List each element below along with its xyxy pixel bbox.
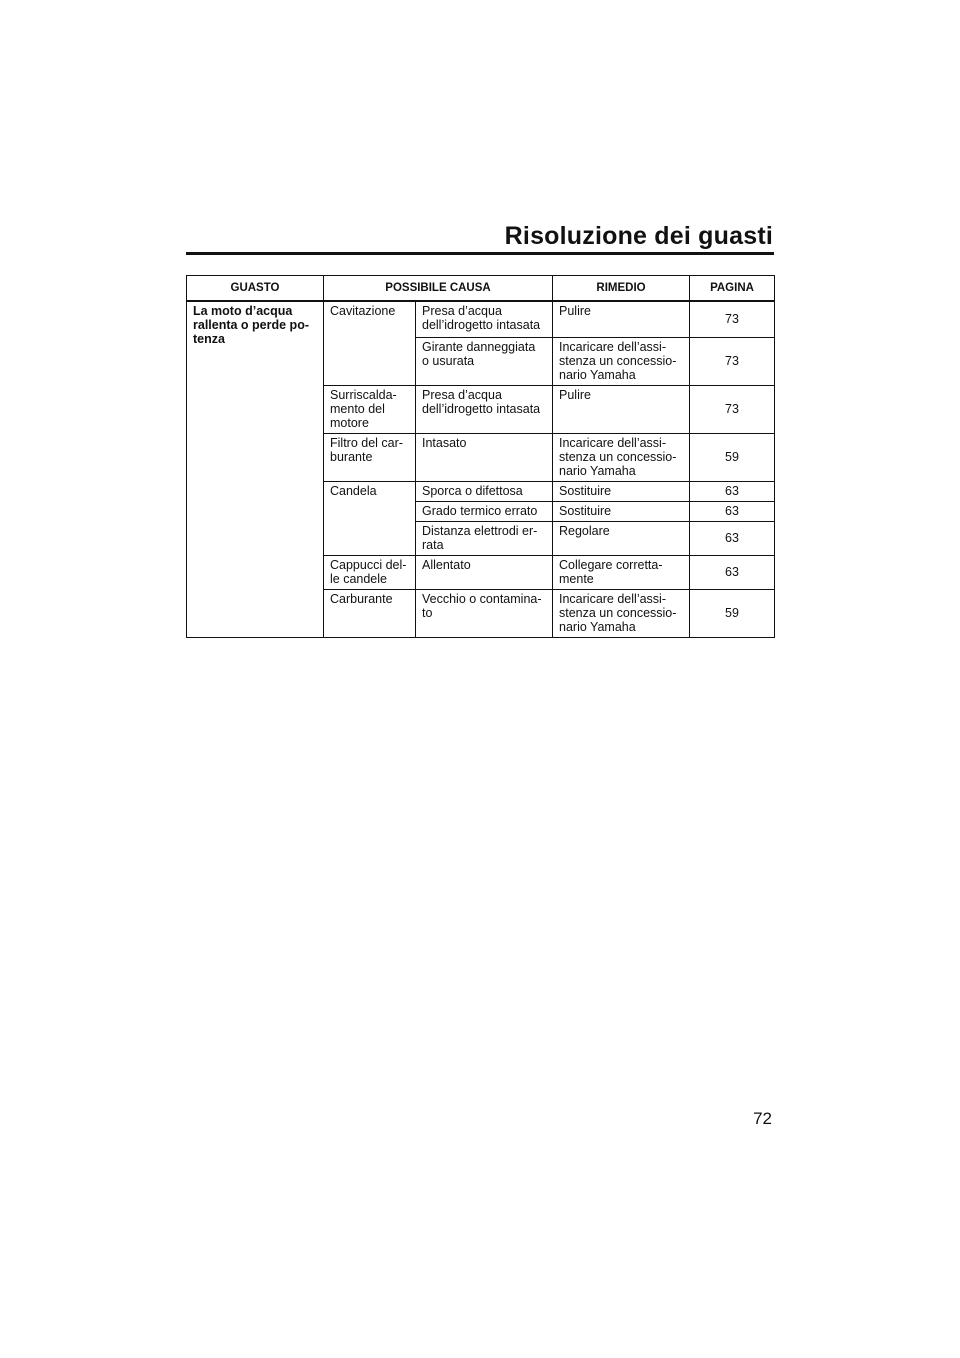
table-body bbox=[187, 301, 775, 637]
remedy-cell: Pulire bbox=[553, 301, 690, 337]
page-ref-cell: 73 bbox=[690, 301, 775, 337]
page-ref-cell: 73 bbox=[690, 385, 775, 433]
page-ref-cell: 59 bbox=[690, 433, 775, 481]
header-page: PAGINA bbox=[690, 276, 775, 302]
header-remedy: RIMEDIO bbox=[553, 276, 690, 302]
cause-cell: Cappucci del- le candele bbox=[324, 555, 416, 589]
cause-cell: Candela bbox=[324, 481, 416, 555]
page-ref-cell: 59 bbox=[690, 589, 775, 637]
page-title: Risoluzione dei guasti bbox=[504, 222, 773, 250]
remedy-cell: Incaricare dell’assi- stenza un concessio- nario Yamaha bbox=[553, 337, 690, 385]
page-ref-cell: 73 bbox=[690, 337, 775, 385]
detail-cell: Presa d’acqua dell’idrogetto intasata bbox=[416, 301, 553, 337]
detail-cell: Grado termico errato bbox=[416, 501, 553, 521]
header-fault: GUASTO bbox=[187, 276, 324, 302]
detail-cell: Presa d’acqua dell’idrogetto intasata bbox=[416, 385, 553, 433]
page-ref-cell: 63 bbox=[690, 521, 775, 555]
detail-cell: Distanza elettrodi er- rata bbox=[416, 521, 553, 555]
page-ref-cell: 63 bbox=[690, 501, 775, 521]
page-number: 72 bbox=[753, 1109, 772, 1128]
detail-cell: Intasato bbox=[416, 433, 553, 481]
detail-cell: Sporca o difettosa bbox=[416, 481, 553, 501]
cause-cell: Filtro del car- burante bbox=[324, 433, 416, 481]
page-ref-cell: 63 bbox=[690, 555, 775, 589]
page-ref-cell: 63 bbox=[690, 481, 775, 501]
header-cause: POSSIBILE CAUSA bbox=[324, 276, 553, 302]
table-header-row bbox=[187, 276, 775, 302]
table-row bbox=[187, 301, 775, 337]
cause-cell: Carburante bbox=[324, 589, 416, 637]
remedy-cell: Incaricare dell’assi- stenza un concessio- nario Yamaha bbox=[553, 433, 690, 481]
cause-cell: Surriscalda- mento del motore bbox=[324, 385, 416, 433]
troubleshooting-table bbox=[186, 275, 775, 638]
remedy-cell: Sostituire bbox=[553, 481, 690, 501]
detail-cell: Vecchio o contamina- to bbox=[416, 589, 553, 637]
remedy-cell: Sostituire bbox=[553, 501, 690, 521]
fault-cell: La moto d’acqua rallenta o perde po- tenza bbox=[187, 301, 324, 637]
detail-cell: Allentato bbox=[416, 555, 553, 589]
title-rule bbox=[186, 252, 774, 255]
remedy-cell: Regolare bbox=[553, 521, 690, 555]
remedy-cell: Pulire bbox=[553, 385, 690, 433]
cause-cell: Cavitazione bbox=[324, 301, 416, 385]
detail-cell: Girante danneggiata o usurata bbox=[416, 337, 553, 385]
remedy-cell: Incaricare dell’assi- stenza un concessio- nario Yamaha bbox=[553, 589, 690, 637]
remedy-cell: Collegare corretta- mente bbox=[553, 555, 690, 589]
